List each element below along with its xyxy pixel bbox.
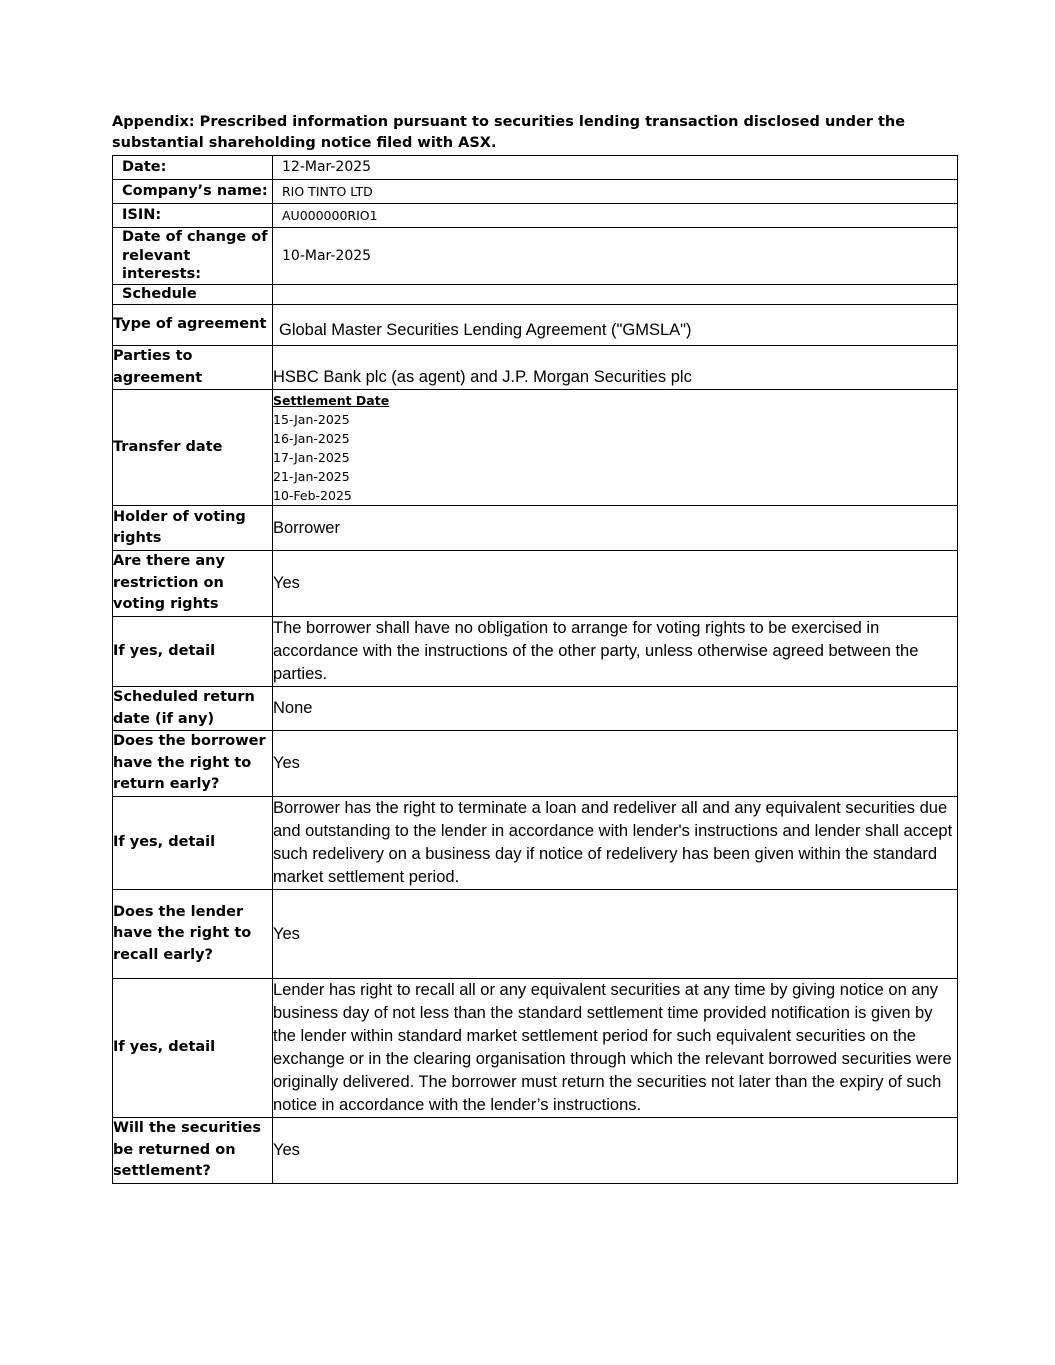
return-early-detail-value: Borrower has the right to terminate a loan and redeliver all and any equivalent securities due and outstanding to the lender in accordance with lender's instructions and lender shall accept such redelivery on a business day if notice of redelivery has been given within the standard market settlement period. bbox=[273, 797, 958, 890]
table-row-returned-on-settlement bbox=[113, 1118, 958, 1184]
returned-on-settlement-label: Will the securities be returned on settlement? bbox=[113, 1118, 273, 1184]
table-row-transfer-date bbox=[113, 390, 958, 506]
agreement-type-value: Global Master Securities Lending Agreement ("GMSLA") bbox=[273, 305, 958, 346]
table-row-restriction bbox=[113, 551, 958, 617]
table-row-schedule bbox=[113, 285, 958, 305]
parties-label: Parties to agreement bbox=[113, 346, 273, 390]
table-row-restriction-detail bbox=[113, 617, 958, 687]
table-row-date bbox=[113, 156, 958, 180]
company-name-label: Company’s name: bbox=[113, 180, 273, 204]
table-row-return-early bbox=[113, 731, 958, 797]
settlement-date-item: 16-Jan-2025 bbox=[273, 430, 350, 446]
appendix-title: Appendix: Prescribed information pursuant to securities lending transaction disclosed under the substantial shareholding notice filed with ASX. bbox=[112, 114, 906, 151]
recall-early-detail-value: Lender has right to recall all or any equivalent securities at any time by giving notice on any business day of not less than the standard settlement time provided notification is given by the lender within standard market settlement period for such equivalent securities on the exchange or in the clearing organisation through which the relevant borrowed securities were originally delivered. The borrower must return the securities not later than the expiry of such notice in accordance with the lender’s instructions. bbox=[273, 979, 958, 1118]
return-early-detail-label: If yes, detail bbox=[113, 797, 273, 890]
schedule-value bbox=[273, 285, 958, 305]
schedule-label: Schedule bbox=[113, 285, 273, 305]
holder-label: Holder of voting rights bbox=[113, 506, 273, 551]
return-date-value: None bbox=[273, 687, 958, 731]
restriction-detail-label: If yes, detail bbox=[113, 617, 273, 687]
table-row-company bbox=[113, 180, 958, 204]
restriction-label: Are there any restriction on voting rights bbox=[113, 551, 273, 617]
return-early-label: Does the borrower have the right to return early? bbox=[113, 731, 273, 797]
isin-label: ISIN: bbox=[113, 204, 273, 228]
settlement-date-item: 10-Feb-2025 bbox=[273, 487, 352, 503]
change-date-label: Date of change of relevant interests: bbox=[113, 228, 273, 285]
return-early-value: Yes bbox=[273, 731, 958, 797]
recall-early-value: Yes bbox=[273, 890, 958, 979]
transfer-date-label: Transfer date bbox=[113, 390, 273, 506]
restriction-detail-value: The borrower shall have no obligation to arrange for voting rights to be exercised in accordance with the instructions of the other party, unless otherwise agreed between the parties. bbox=[273, 617, 958, 687]
company-name-value: RIO TINTO LTD bbox=[273, 180, 958, 204]
settlement-date-item: 15-Jan-2025 bbox=[273, 411, 350, 427]
table-row-return-date bbox=[113, 687, 958, 731]
date-value: 12-Mar-2025 bbox=[273, 156, 958, 180]
settlement-date-cell bbox=[273, 390, 958, 506]
table-row-recall-early-detail bbox=[113, 979, 958, 1118]
disclosure-table bbox=[112, 155, 958, 1184]
table-row-parties bbox=[113, 346, 958, 390]
table-row-agreement-type bbox=[113, 305, 958, 346]
isin-value: AU000000RIO1 bbox=[273, 204, 958, 228]
table-row-change-date bbox=[113, 228, 958, 285]
table-row-return-early-detail bbox=[113, 797, 958, 890]
holder-value: Borrower bbox=[273, 506, 958, 551]
settlement-date-heading: Settlement Date bbox=[273, 392, 390, 408]
table-row-recall-early bbox=[113, 890, 958, 979]
settlement-date-item: 17-Jan-2025 bbox=[273, 449, 350, 465]
parties-value: HSBC Bank plc (as agent) and J.P. Morgan Securities plc bbox=[273, 346, 958, 390]
change-date-value: 10-Mar-2025 bbox=[273, 228, 958, 285]
returned-on-settlement-value: Yes bbox=[273, 1118, 958, 1184]
table-row-holder bbox=[113, 506, 958, 551]
restriction-value: Yes bbox=[273, 551, 958, 617]
recall-early-label: Does the lender have the right to recall early? bbox=[113, 890, 273, 979]
return-date-label: Scheduled return date (if any) bbox=[113, 687, 273, 731]
agreement-type-label: Type of agreement bbox=[113, 305, 273, 346]
date-label: Date: bbox=[113, 156, 273, 180]
table-row-isin bbox=[113, 204, 958, 228]
settlement-date-item: 21-Jan-2025 bbox=[273, 468, 350, 484]
recall-early-detail-label: If yes, detail bbox=[113, 979, 273, 1118]
